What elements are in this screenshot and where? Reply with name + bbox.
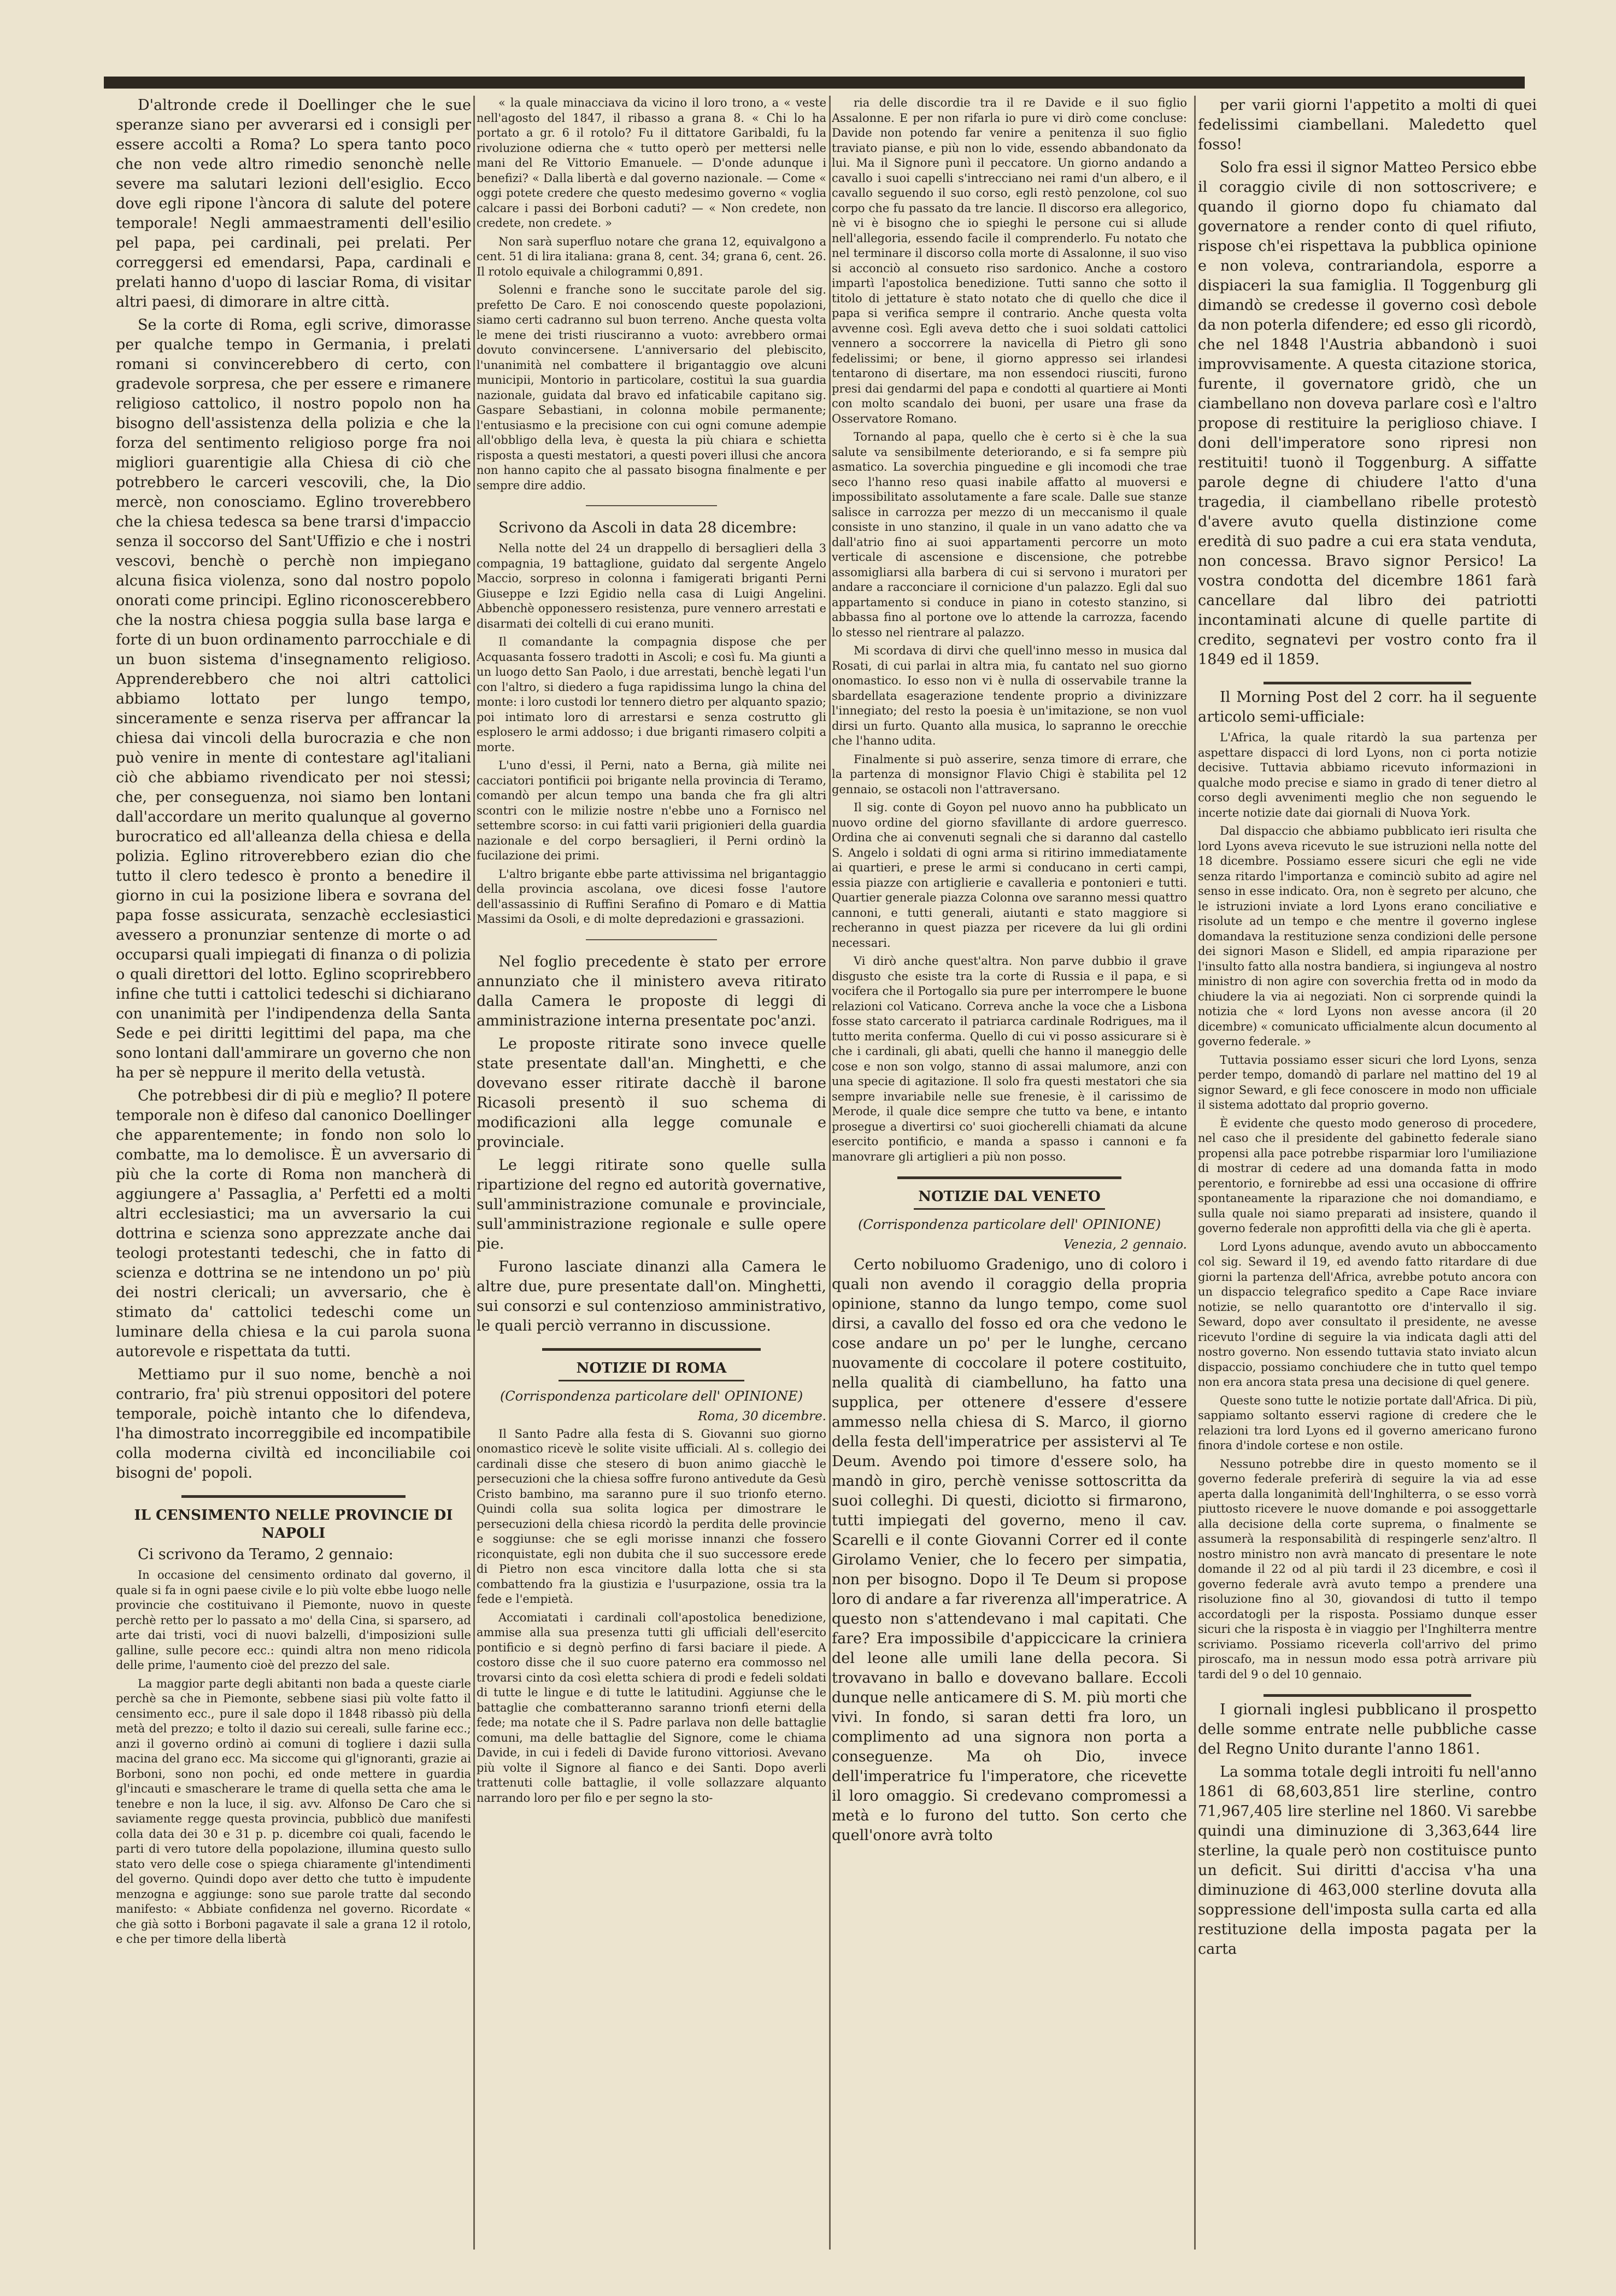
paragraph: La somma totale degli introiti fu nell'anno 1861 di 68,603,851 lire sterline, contro 71,967,405 lire sterline nel 1860. Vi sarebbe quindi una diminuzione di 3,363,644 lire sterline, la quale però non costituisce punto un deficit. Sui diritti d'accisa v'ha una diminuzione di 463,000 sterline dovuta alla soppressione dell'imposta sulla carta ed alla restituzione della imposta pagata per la carta — [1198, 1764, 1537, 1958]
paragraph: Dal dispaccio che abbiamo pubblicato ieri risulta che lord Lyons aveva ricevuto le sue istruzioni nella notte del 18 dicembre. Possiamo essere sicuri che egli ne vide senza ritardo l'importanza e cominciò subito ad agire nel senso in esse indicato. Ora, non è segreto per alcuno, che le istruzioni inviate a lord Lyons erano conciliative e risolute ad un tempo e che mentre il governo inglese domandava la restituzione senza condizioni delle persone dei signori Mason e Slidell, ed ampia riparazione per l'insulto fatto alla nostra bandiera, si ingiungeva al nostro ministro di non agire con soverchia fretta od in modo da chiudere la via ai negoziati. Non ci sorprende quindi la notizia che « lord Lyons non avesse ancora (il 20 dicembre) « comunicato ufficialmente alcun documento al governo federale. » — [1198, 824, 1537, 1048]
veneto-article — [832, 1255, 1187, 1846]
lead-line: Ci scrivono da Teramo, 2 gennaio: — [138, 1546, 393, 1563]
veneto-article-continued — [1198, 96, 1537, 670]
paragraph: È evidente che questo modo generoso di procedere, nel caso che il presidente del gabinetto federale siano propensi alla pace potrebbe risparmiar loro l'umiliazione di mostrar di cedere ad una domanda fatta in modo perentorio, e fornirebbe ad essi una occasione di offrire spontaneamente la riparazione che noi domandiamo, e sulla quale noi siamo preparati ad insistere, quando il governo federale non approfitti della via che gli è aperta. — [1198, 1116, 1537, 1235]
paragraph: Furono lasciate dinanzi alla Camera le altre due, pure presentate dall'on. Minghetti, sui consorzi e sul contenzioso amministrativo, le quali perciò verranno in discussione. — [477, 1258, 826, 1334]
paragraph: Accomiatati i cardinali coll'apostolica benedizione, ammise alla sua presenza tutti gli ufficiali dell'esercito pontificio e si degnò perfino di farsi baciare il piede. A costoro disse che il suo cuore paterno era commosso nel trovarsi cinto da così eletta schiera di prodi e fedeli soldati di tutte le lingue e di tutte le latitudini. Aggiunse che le battaglie che combatteranno saranno trionfi eterni della fede; ma notate che il S. Padre parlava non delle battaglie comuni, ma delle battaglie del Signore, come le chiama Davide, in cui i fedeli di Davide furono vittoriosi. Avevano più volte il Signore al fianco e dei Santi. Dopo averli trattenuti colle battaglie, il volle sollazzare alquanto narrando loro per filo e per segno la sto- — [477, 1610, 826, 1805]
column-2 — [477, 96, 826, 2250]
paragraph: Nella notte del 24 un drappello di bersaglieri della 3 compagnia, 19 battaglione, guidato dal sergente Angelo Maccio, sorpreso in colonna i famigerati briganti Perni Giuseppe e Izzi Egidio nella casa di Luigi Angelini. Abbenchè opponessero resistenza, pure vennero arrestati e disarmati dei coltelli di cui erano muniti. — [477, 542, 826, 630]
paragraph: « la quale minacciava da vicino il loro trono, a « veste nell'agosto del 1847, il ribasso a grana 8. « Chi lo ha portato a gr. 6 il rotolo? Fu il dittatore Garibaldi, fu la rivoluzione odierna che « tutto operò per mettersi nelle mani del Re Vittorio Emanuele. — D'onde adunque i benefizi? « Dalla libertà e dal governo nazionale. — Come « oggi potete credere che questo medesimo governo « voglia calcare i passi dei Borboni caduti? — « Non credete, non credete, non credete. » — [477, 96, 826, 230]
column-4 — [1198, 96, 1537, 2250]
section-rule — [914, 1208, 1105, 1210]
column-rule — [829, 96, 831, 2250]
paragraph: Nessuno potrebbe dire in questo momento se il governo federale preferirà di seguire la via ad esse aperta dalla longanimità dell'Inghilterra, o se esso vorrà piuttosto ricevere le nuove domande e poi assoggettarle alla decisione della corte suprema, o finalmente se assumerà la responsabilità di respingerle senz'altro. Il nostro ministro non avrà mancato di presentare le note domande il 22 od al più tardi il 23 dicembre, e così il governo federale avrà avuto tempo a prendere una risoluzione fino al 30, giovandosi di tutto il tempo accordatogli per la risposta. Possiamo dunque esser sicuri che la risposta è in viaggio per l'Inghilterra mentre scriviamo. Possiamo riceverla coll'arrivo del primo piroscafo, ma in nessun modo essa potrà arrivare più tardi del 9 o del 10 gennaio. — [1198, 1457, 1537, 1681]
paragraph: Nel foglio precedente è stato per errore annunziato che il ministero aveva ritirato dalla Camera le proposte di leggi di amministrazione interna presentate poc'anzi. — [477, 953, 826, 1029]
paragraph: Il sig. conte di Goyon pel nuovo anno ha pubblicato un nuovo ordine del giorno sfavillante di ardore guerresco. Ordina che ai convenuti segnali che si daranno dal castello S. Angelo i soldati di ogni arma si ritirino immediatamente ai quartieri, e prese le armi si conducano in certi campi, essia piazze con artiglierie e cavalleria e pontonieri e tutti. Quartier generale piazza Colonna ove saranno messi quattro cannoni, e tutti generali, aiutanti e stato maggiore si recheranno in quest piazza per ricevere da lui gli ordini necessari. — [832, 801, 1187, 950]
paragraph: L'altro brigante ebbe parte attivissima nel brigantaggio della provincia ascolana, ove dicesi fosse l'autore dell'assassinio di Ruffini Serafino di Pomaro e di Mattia Massimi da Osoli, e di molte depredazioni e grassazioni. — [477, 867, 826, 926]
paragraph: Vi dirò anche quest'altra. Non parve dubbio il grave disgusto che esiste tra la corte di Russia e il papa, e si vocifera che il Portogallo sia pure per interrompere le buone relazioni col Vaticano. Correva anche la voce che a Lisbona fosse stato carcerato il patriarca cardinale Rodrigues, ma il tutto merita conferma. Quello di cui vi posso assicurare si è che i cardinali, gli abati, quelli che hanno il maneggio delle cose e non son volgo, stanno di assai malumore, anzi con una specie di agitazione. Il solo fra questi mestatori che sia sempre invariabile nelle sue frenesie, è il carissimo de Merode, il quale dice sempre che tutto va bene, e intanto prosegue a divertirsi co' suoi giocherelli chiamati da alcune esercito pontificio, e manda a spasso i cannoni e fa manovrare gli artiglieri a più non posso. — [832, 954, 1187, 1163]
paragraph: Queste sono tutte le notizie portate dall'Africa. Di più, sappiamo soltanto esservi ragione di credere che le relazioni tra lord Lyons ed il governo americano furono finora d'indole cortese e non ostile. — [1198, 1393, 1537, 1452]
ministry-article — [477, 952, 826, 1336]
dateline: Roma, 30 dicembre. — [698, 1409, 826, 1424]
doellinger-article — [116, 96, 471, 1483]
section-rule — [559, 1380, 744, 1381]
paragraph: Finalmente si può asserire, senza timore di errare, che la partenza di monsignor Flavio Chigi è stabilita pel 12 gennaio, se ostacoli non l'attraversano. — [832, 752, 1187, 796]
section-heading: NOTIZIE DAL VENETO — [918, 1188, 1101, 1205]
divider — [586, 939, 717, 940]
paragraph: Che potrebbesi dir di più e meglio? Il potere temporale non è difeso dal canonico Doellinger che apparentemente; in fondo non solo lo combatte, ma lo demolisce. È un avversario di più che la corte di Roma non mancherà di aggiungere a' Passaglia, a' Perfetti ed a molti altri ecclesiastici; ma un avversario la cui dottrina e scienza sono apprezzate anche dai teologi protestanti tedeschi, che in fatto di scienza e dottrina se ne intendono un po' più dei nostri clericali; un avversario, che è stimato da' cattolici tedeschi come un luminare della chiesa e la cui parola suona autorevole e rispettata da tutti. — [116, 1087, 471, 1360]
roma-article — [477, 1427, 826, 1806]
dateline: Venezia, 2 gennaio. — [1063, 1238, 1187, 1252]
paragraph: Solo fra essi il signor Matteo Persico ebbe il coraggio civile di non sottoscrivere; e quando il giorno dopo fu chiamato dal governatore a render conto di quel rifiuto, rispose ch'ei rispettava la pubblica opinione e non voleva, contrariandola, esporre a dispiaceri la sua famiglia. Il Toggenburg gli dimandò se credesse il governo così debole da non poterla difendere; ed esso gli ricordò, che nel 1848 l'Austria abbandonò i suoi improvvisamente. A questa citazione storica, furente, il governatore gridò, che un ciambellano non doveva parlare così e l'altro propose di restituire la periglioso chiave. I doni dell'imperatore sono ripresi non restituiti! tuonò il Toggenburg. A siffatte parole degne di chiudere l'atto d'una tragedia, il ciambellano ribelle protestò d'avere avuto quella distinzione come eredità di suo padre a cui era stata venduta, non concessa. Bravo signor Persico! La vostra condotta del dicembre 1861 farà cancellare dal libro dei patriotti incontaminati alcune di quelle partite di credito, segnatevi per vostro conto fra il 1849 ed il 1859. — [1198, 159, 1537, 668]
paragraph: ria delle discordie tra il re Davide e il suo figlio Assalonne. E per non rifarla io pure vi dirò come concluse: Davide non potendo far venire a penitenza il suo figlio traviato pianse, e più non lo vide, essendo abbandonato da lui. Ma il Signore punì il peccatore. Un giorno andando a cavallo i suoi capelli s'intrecciano nei rami d'un albero, e il cavallo seguendo il suo corso, egli restò penzolone, col suo corpo che fu passato da tre lancie. Il discorso era allegorico, nè vi è bisogno che io spieghi le persone cui si allude nell'allegoria, essendo facile il comprenderlo. Fu notato che nel terminare il discorso colla morte di Assalonne, il suo viso si acconciò al consueto riso sardonico. Anche a costoro impartì l'apostolica benedizione. Tutti sanno che sotto il titolo di jettature è stato notato che di quello che dice il papa si verifica sempre il contrario. Anche questa volta avvenne così. Egli aveva detto che i suoi soldati cattolici vennero a soccorrere la navicella di Pietro gli sono fedelissimi; or bene, il giorno appresso sei irlandesi tentarono di disertare, ma non essendoci riusciti, furono presi dai gendarmi del papa e condotti al quartiere ai Monti con molto scandalo dei buoni, per usare una frase da Osservatore Romano. — [832, 96, 1187, 425]
paragraph: Il comandante la compagnia dispose che per Acquasanta fossero tradotti in Ascoli; e così fu. Ma giunti a un luogo detto San Paolo, i due arrestati, benchè legati l'un con l'altro, si diedero a fuga rapidissima lungo la china del monte: i loro custodi lor tennero dietro per alquanto spazio; poi intimato loro di arrestarsi e senza costrutto gli esplosero le armi addosso; i due briganti rimasero colpiti a morte. — [477, 635, 826, 754]
paragraph: Mi scordava di dirvi che quell'inno messo in musica dal Rosati, di cui parlai in altra mia, fu cantato nel suo giorno onomastico. Io esso non vi è nulla di osservabile tranne la sbardellata esagerazione tendente proprio a divinizzare l'innegiato; del resto la poesia è un'imitazione, se non vuol dirsi un furto. Quanto alla musica, lo sapranno le orecchie che l'hanno udita. — [832, 644, 1187, 747]
divider — [586, 505, 717, 506]
section-rule — [1264, 1694, 1471, 1697]
paragraph: Non sarà superfluo notare che grana 12, equivalgono a cent. 51 di lira italiana: grana 8, cent. 34; grana 6, cent. 26. Il rotolo equivale a chilogrammi 0,891. — [477, 235, 826, 278]
paragraph: D'altronde crede il Doellinger che le sue speranze siano per avverarsi ed i consigli per essere accolti a Roma? Lo spera tanto poco che non vede altro rimedio senonchè nelle severe ma salutari lezioni dell'esiglio. Ecco dove egli ripone l'àncora di salute del potere temporale! Negli ammaestramenti dell'esilio pel papa, pei cardinali, pei prelati. Per correggersi ed emendarsi, Papa, cardinali e prelati hanno d'uopo di lasciar Roma, di visitar altri paesi, di dimorare in altre città. — [116, 97, 471, 311]
paragraph: L'uno d'essi, il Perni, nato a Berna, già milite nei cacciatori pontificii poi brigante nella provincia di Teramo, comandò per alcun tempo una banda che fra gli altri scontri con le milizie nostre n'ebbe uno a Fornisco nel settembre scorso: in cui fatti varii prigionieri della guardia nazionale e del corpo bersaglieri, il Perni ordinò la fucilazione dei primi. — [477, 759, 826, 862]
paragraph: per varii giorni l'appetito a molti di quei fedelissimi ciambellani. Maledetto quel fosso! — [1198, 97, 1537, 153]
paragraph: In occasione del censimento ordinato dal governo, il quale si fa in ogni paese civile e lo più volte ebbe luogo nelle provincie che costituivano il Piemonte, nuovo in queste perchè retto per lo passato a mo' della Cina, si sparsero, ad arte dai tristi, voci di nuovi balzelli, d'imposizioni sulle galline, sulle pecore ecc.: quindi altra non meno ridicola delle prime, l'aumento cioè del prezzo del sale. — [116, 1568, 471, 1672]
paragraph: Lord Lyons adunque, avendo avuto un abboccamento col sig. Seward il 19, ed avendo fatto ritardare di due giorni la partenza dell'Africa, avrebbe potuto ancora con un dispaccio telegrafico spedito a Cape Race inviare notizie, se nello quarantotto ore d'intervallo il sig. Seward, dopo aver consultato il presidente, ne avesse ricevuto l'ordine di seguire la via indicata dagli atti del nostro governo. Non essendo tuttavia stato inviato alcun dispaccio, possiamo conchiudere che in tutto quel tempo non era ancora stata presa una decisione di quel genere. — [1198, 1240, 1537, 1389]
roma-article-continued — [832, 96, 1187, 1164]
ascoli-article — [477, 541, 826, 927]
section-subheading: (Corrispondenza particolare dell' OPINIONE) — [500, 1388, 803, 1404]
section-rule — [542, 1348, 761, 1351]
lead-line: Scrivono da Ascoli in data 28 dicembre: — [498, 519, 797, 536]
paragraph: Se la corte di Roma, egli scrive, dimorasse per qualche tempo in Germania, i prelati romani si convincerebbero di certo, con gradevole sorpresa, che per essere e rimanere religioso cattolico, il nostro popolo non ha bisogno dell'assistenza della polizia e che la forza del sentimento religioso porge fra noi migliori guarentigie alla Chiesa di ciò che potrebbero le carceri vescovili, che, la Dio mercè, non conosciamo. Eglino troverebbero che la chiesa tedesca sa bene trarsi d'impaccio senza il soccorso del Sant'Uffizio e che i nostri vescovi, benchè o perchè non impiegano alcuna fisica violenza, sono dal nostro popolo onorati come principi. Eglino riconoscerebbero che la nostra chiesa poggia sulla base larga e forte di un buon ordinamento parrocchiale e di un buon sistema d'insegnamento religioso. Apprenderebbero che noi altri cattolici abbiamo lottato per lungo tempo, sinceramente e senza riserva per affrancar la chiesa dai vincoli della burocrazia e che non può venire in mente di contestare agl'italiani ciò che abbiamo rivendicato per noi stessi; che, per conseguenza, noi siamo ben lontani dall'accordare un merito qualunque al governo burocratico ed all'alleanza della chiesa e della polizia. Eglino ritroverebbero ezian dio che tutto il clero tedesco è pronto a benedire il giorno in cui la posizione libera e sovrana del papa fosse assicurata, senzachè ecclesiastici avessero a pronunziar sentenze di morte o ad occuparsi quali impiegati di finanza o di polizia o quali direttori del lotto. Eglino scoprirebbero infine che tutti i cattolici tedeschi si dichiarano con unanimità per l'indipendenza della Santa Sede e pei diritti legittimi del papa, ma che sono lontani dall'ammirare un governo che non ha per sè neppure il merito della vetustà. — [116, 317, 471, 1081]
section-heading: NOTIZIE DI ROMA — [576, 1360, 727, 1377]
paragraph: L'Africa, la quale ritardò la sua partenza per aspettare dispacci di lord Lyons, non ci porta notizie decisive. Tuttavia abbiamo ricevuto informazioni in qualche modo precise e siamo in grado di tener dietro al corso degli avvenimenti meglio che non seguendo le incerte notizie date dai giornali di Nuova York. — [1198, 731, 1537, 819]
column-rule — [473, 96, 475, 2250]
section-heading: IL CENSIMENTO NELLE PROVINCIE DI NAPOLI — [134, 1507, 453, 1542]
paragraph: Tornando al papa, quello che è certo si è che la sua salute va sensibilmente deteriorando, e si fa sempre più asmatico. La soverchia pinguedine e gli incomodi che trae seco l'hanno reso quasi inabile affatto al muoversi e impossibilitato assolutamente a fare scale. Dalle sue stanze salisce in carrozza per mezzo di un meccanismo il quale consiste in uno stanzino, il quale in un vano adatto che va dall'atrio fino ai suoi appartamenti percorre un moto verticale di ascensione e discensione, che potrebbe assomigliarsi alla barbera di cui si servono i muratori per andare a racconciare il cornicione d'un palazzo. Egli dal suo appartamento si conduce in piano in cotesto stanzino, si abbassa fino al portone ove lo attende la carrozza, facendo lo stesso nel rientrare al palazzo. — [832, 430, 1187, 639]
censimento-article — [116, 1568, 471, 1947]
column-rule — [1194, 96, 1196, 2250]
paragraph: Il Santo Padre alla festa di S. Giovanni suo giorno onomastico ricevè le solite visite ufficiali. Al s. collegio dei cardinali disse che stesero di buon animo giacchè le persecuzioni che la chiesa soffre furono antivedute da Gesù Cristo bambino, ma saranno pure il suo trionfo eterno. Quindi colla sua solita logica per dimostrare le persecuzioni della chiesa ricordò la perdita delle provincie e soggiunse: che se egli morisse innanzi che fossero riconquistate, egli non dubita che il suo successore erede di Pietro non esca vincitore dalla lotta che si sta combattendo fra la giustizia e l'usurpazione, ossia tra la fede e l'empietà. — [477, 1427, 826, 1606]
section-rule — [1264, 682, 1471, 684]
paragraph: Le proposte ritirate sono invece quelle state presentate dall'an. Minghetti, e che dovevano esser ritirate dacchè il barone Ricasoli presentò il suo schema di modificazioni alla legge comunale e provinciale. — [477, 1035, 826, 1151]
section-subheading: (Corrispondenza particolare dell' OPINIONE) — [857, 1217, 1161, 1232]
morning-post-article — [1198, 730, 1537, 1682]
column-3 — [832, 96, 1187, 2250]
paragraph: Certo nobiluomo Gradenigo, uno di coloro i quali non avendo il coraggio della propria opinione, stanno da lungo tempo, come suol dirsi, a cavallo del fosso ed ora che vedono le cose andare un po' per le lunghe, cercano nuovamente di coccolare il potere costituito, nella qualità di ciambelluno, ha fatto una supplica, per ottenere d'essere d'essere ammesso nella chiesa di S. Marco, il giorno della festa dell'imperatrice per assistervi al Te Deum. Avendo poi timore d'essere solo, ha mandò in giro, perchè venisse sottoscritta da suoi colleghi. Di questi, diciotto si firmarono, tutti impiegati del governo, meno il cav. Scarelli e il conte Giovanni Correr ed il conte Girolamo Venier, che lo fecero per simpatia, non per bisogno. Dopo il Te Deum si propose loro di andare a far riverenza all'imperatrice. A questo non s'attendevano i mal capitati. Che fare? Era impossibile d'appiccicare la criniera del leone alle umili lane della pecora. Si trovavano in ballo e dovevano ballare. Eccoli dunque nelle anticamere di S. M. più morti che vivi. In fondo, si saran detti fra loro, un complimento ad una signora non porta a conseguenze. Ma oh Dio, invece dell'imperatrice fu l'imperatore, che ricevette il loro omaggio. Si credevano compromessi a metà e lo furono del tutto. Son certo che quell'onore avrà tolto — [832, 1256, 1187, 1844]
section-rule — [181, 1495, 406, 1498]
paragraph: Tuttavia possiamo esser sicuri che lord Lyons, senza perder tempo, domandò di parlare nel mattino del 19 al signor Seward, e gli fece conoscere in modo non ufficiale il sistema adottato dal proprio governo. — [1198, 1053, 1537, 1111]
top-rule — [104, 77, 1525, 89]
section-rule — [897, 1176, 1121, 1179]
column-1 — [116, 96, 471, 2250]
paragraph: I giornali inglesi pubblicano il prospetto delle somme entrate nelle pubbliche casse del Regno Unito durante l'anno 1861. — [1198, 1701, 1537, 1758]
paragraph: Le leggi ritirate sono quelle sulla ripartizione del regno ed autorità governative, sull'amministrazione comunale e provinciale, sull'amministrazione regionale e sulle opere pie. — [477, 1156, 826, 1252]
lead-line: Il Morning Post del 2 corr. ha il seguente articolo semi-ufficiale: — [1198, 689, 1537, 725]
paragraph: La maggior parte degli abitanti non bada a queste ciarle perchè sa che in Piemonte, sebbene siasi più volte fatto il censimento ecc., pure il sale dopo il 1848 ribassò più della metà del prezzo; e tolto il dazio sui cereali, sulle farine ecc.; anzi il governo ordinò ai comuni di togliere i dazii sulla macina del grano ecc. Ma siccome qui gl'ignoranti, grazie ai Borboni, sono non pochi, ed onde mettere in guardia gl'incauti e smascherare le trame di quella setta che ama le tenebre e non la luce, il sig. avv. Alfonso De Caro che si saviamente regge questa provincia, pubblicò due manifesti colla data dei 30 e 31 p. p. dicembre coi quali, facendo le parti di vero tutore della popolazione, illumina questo sullo stato vero delle cose o spiega chiaramente gl'intendimenti del governo. Quindi dopo aver detto che tutto è impudente menzogna e aggiunge: sono sue parole tratte dal secondo manifesto: « Abbiate confidenza nel governo. Ricordate « che già sotto i Borboni pagavate il sale a grana 12 il rotolo, e che per timore della libertà — [116, 1677, 471, 1946]
revenue-article — [1198, 1700, 1537, 1959]
paragraph: Solenni e franche sono le succitate parole del sig. prefetto De Caro. E noi conoscendo queste popolazioni, siamo certi cadranno sul buon terreno. Anche questa volta le mene dei tristi riusciranno a vuoto: avrebbero ormai dovuto convincersene. L'anniversario del plebiscito, l'unanimità nel combattere il brigantaggio ove alcuni municipii, Montorio in particolare, costituì la sua guardia nazionale, guidata dal bravo ed infaticabile capitano sig. Gaspare Sebastiani, in colonna mobile permanente; l'entusiasmo e la precisione con cui ogni comune adempie all'obbligo della leva, è questa la più chiara e schietta risposta a questi mestatori, a questi poveri illusi che ancora non hanno capito che al passato bisogna finalmente e per sempre dire addio. — [477, 283, 826, 492]
paragraph: Mettiamo pur il suo nome, benchè a noi contrario, fra' più strenui oppositori del potere temporale, poichè intanto che lo difendeva, l'ha dimostrato incorreggibile ed incompatibile colla moderna civiltà ed inconciliabile coi bisogni de' popoli. — [116, 1366, 471, 1481]
